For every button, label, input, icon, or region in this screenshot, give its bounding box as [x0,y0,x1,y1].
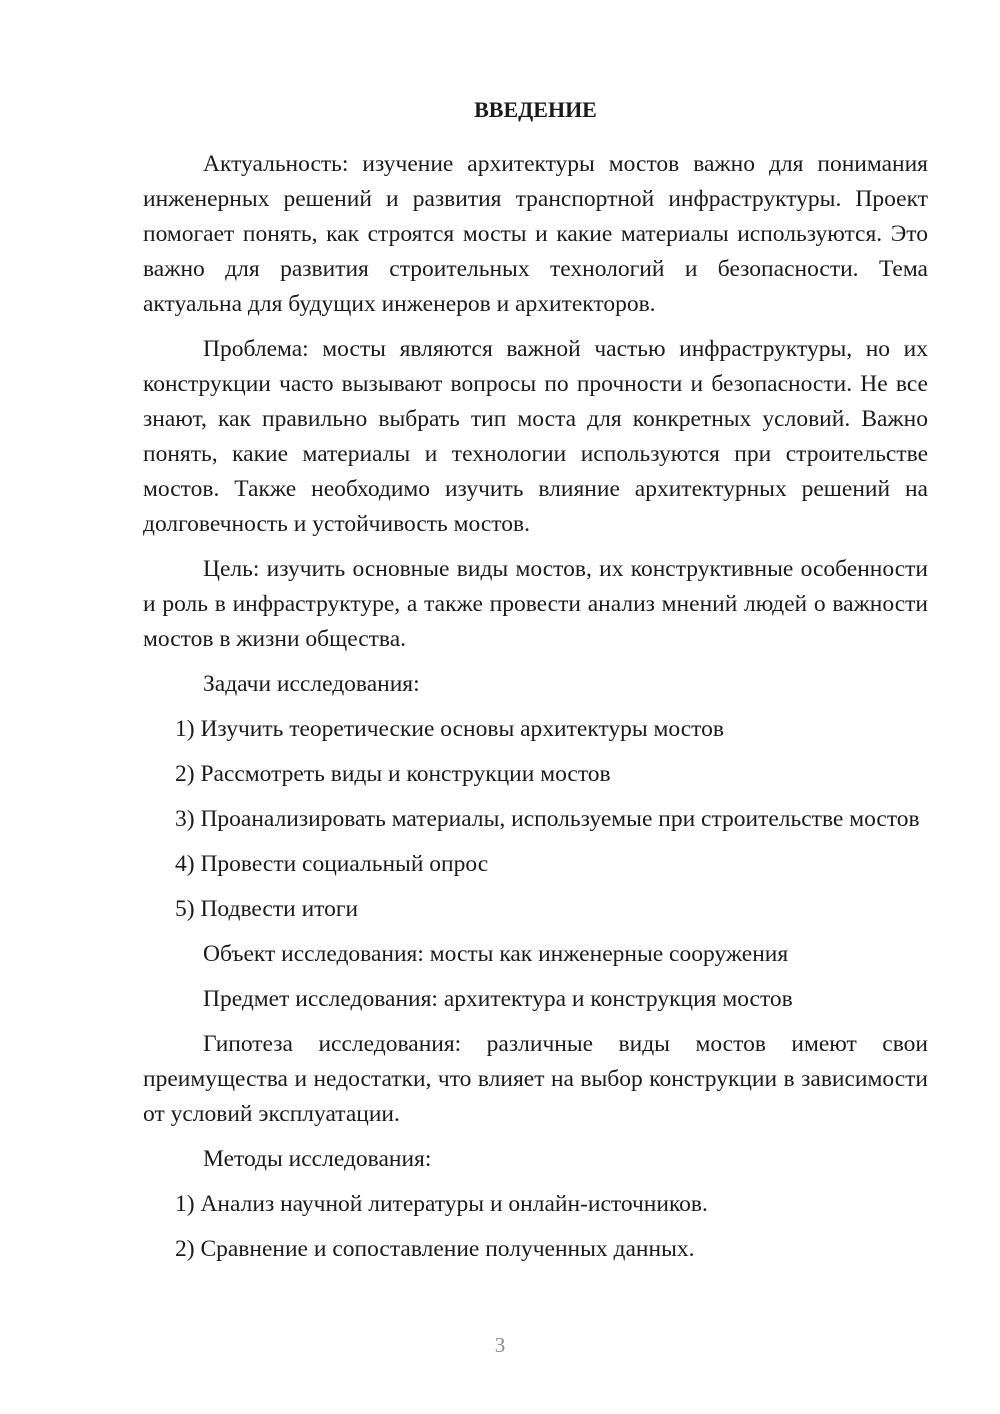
goal-paragraph: Цель: изучить основные виды мостов, их конструктивные особенности и роль в инфраструктуре, а также провести анализ мнений людей о важности мостов в жизни общества. [143,556,928,652]
method-item: 1) Анализ научной литературы и онлайн-источников. [175,1191,708,1217]
method-item: 2) Сравнение и сопоставление полученных данных. [175,1236,695,1262]
problem-paragraph: Проблема: мосты являются важной частью инфраструктуры, но их конструкции часто вызывают вопросы по прочности и безопасности. Не все знают, как правильно выбрать тип моста для конкретных условий. Важно понять, какие материалы и технологии используются при строительстве мостов. Также необходимо изучить влияние архитектурных решений на долговечность и устойчивость мостов. [143,336,928,537]
hypothesis-paragraph: Гипотеза исследования: различные виды мостов имеют свои преимущества и недостатки, что влияет на выбор конструкции в зависимости от условий эксплуатации. [143,1031,928,1127]
object-line: Объект исследования: мосты как инженерные сооружения [203,941,789,967]
page-number: 3 [494,1333,506,1357]
page-content [143,92,928,1277]
methods-heading: Методы исследования: [203,1146,432,1172]
task-item: 3) Проанализировать материалы, используемые при строительстве мостов [175,806,920,832]
subject-line: Предмет исследования: архитектура и конструкция мостов [203,986,793,1012]
task-item: 2) Рассмотреть виды и конструкции мостов [175,761,611,787]
tasks-heading: Задачи исследования: [203,671,420,697]
relevance-paragraph: Актуальность: изучение архитектуры мостов важно для понимания инженерных решений и развития транспортной инфраструктуры. Проект помогает понять, как строятся мосты и какие материалы используются. Это важно для развития строительных технологий и безопасности. Тема актуальна для будущих инженеров и архитекторов. [143,151,928,317]
task-item: 1) Изучить теоретические основы архитектуры мостов [175,716,724,742]
task-item: 4) Провести социальный опрос [175,851,489,877]
task-item: 5) Подвести итоги [175,896,359,922]
page-title: ВВЕДЕНИЕ [474,97,597,122]
